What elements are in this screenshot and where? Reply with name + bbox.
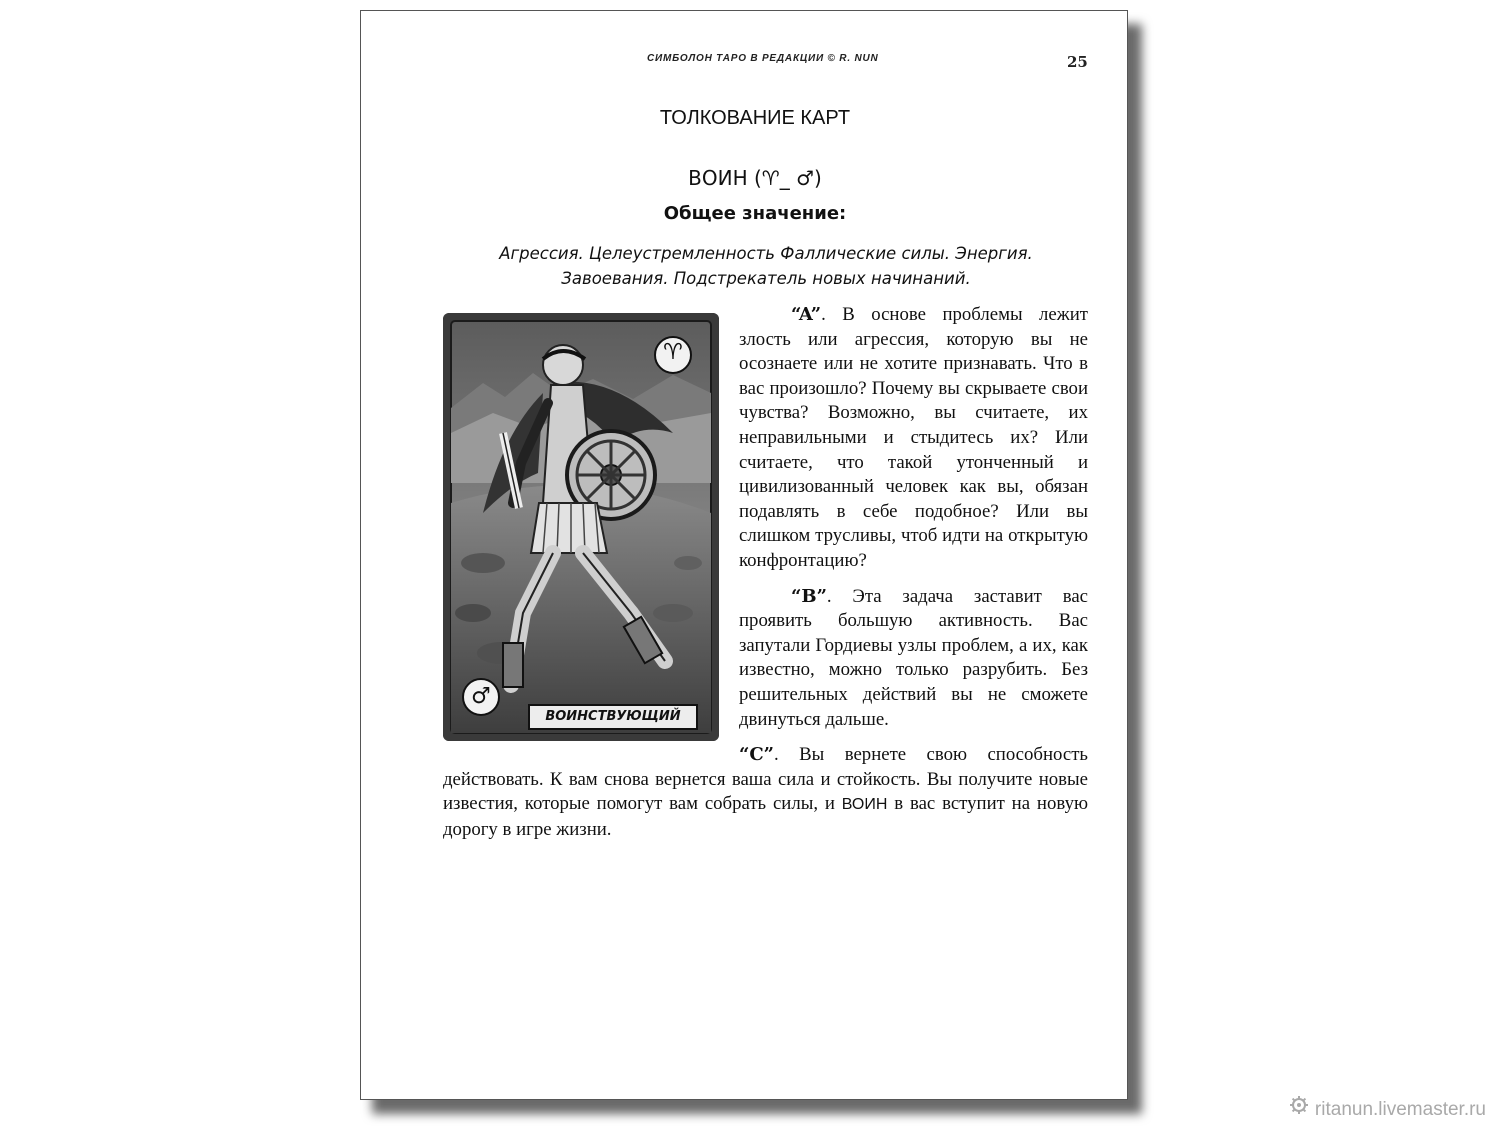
book-page (360, 10, 1128, 1100)
warrior-illustration (443, 313, 719, 741)
paragraph-b: “B”. Эта задача заставит вас проявить большую активность. Вас запутали Гордиевы узлы проблем, а их, как известно, можно только разрубить. Без решительных действий вы не сможете двинуться дальше. (739, 585, 1088, 730)
card-title: ВОИН (♈_ ♂) (688, 166, 822, 190)
interpretation-text (443, 302, 1088, 852)
watermark-text: ritanun.livemaster.ru (1314, 1099, 1486, 1120)
keywords (441, 241, 1091, 291)
label-b: “B” (791, 585, 827, 607)
running-title: СИМБОЛОН ТАРО В РЕДАКЦИИ © R. NUN (647, 53, 879, 64)
keywords-line-1: Агрессия. Целеустремленность Фаллические силы. Энергия. (499, 244, 1033, 263)
gear-icon (1289, 1095, 1309, 1121)
paragraph-c: “C”. Вы вернете свою способность действовать. К вам снова вернется ваша сила и стойкость. Вы получите новые известия, которые помогут вам собрать силы, и ВОИН в вас вступит на новую дорогу в игре жизни. (443, 744, 1088, 840)
label-c: “C” (739, 744, 775, 766)
watermark (1289, 1095, 1486, 1121)
tarot-card-image (443, 313, 719, 741)
card-caption: ВОИНСТВУЮЩИЙ (545, 709, 681, 724)
tarot-card (443, 313, 719, 741)
paragraph-a: “A”. В основе проблемы лежит злость или агрессия, которую вы не осознаете или не хотите признавать. Что в вас произошло? Почему вы скрываете свои чувства? Возможно, вы считаете, их неправильными и стыдитесь их? Или считаете, что такой утонченный и цивилизованный человек как вы, обязан подавлять в себе подобное? Или вы слишком трусливы, чтоб идти на открытую конфронтацию? (739, 304, 1088, 571)
general-meaning-heading: Общее значение: (663, 203, 847, 224)
warrior-word: ВОИН (841, 796, 888, 814)
aries-symbol-icon: ♈ (663, 340, 683, 365)
mars-symbol-icon: ♂ (471, 684, 491, 709)
label-a: “A” (791, 304, 822, 325)
section-title: ТОЛКОВАНИЕ КАРТ (659, 107, 851, 129)
keywords-line-2: Завоевания. Подстрекатель новых начинаний. (561, 269, 971, 288)
page-number: 25 (1067, 53, 1088, 71)
